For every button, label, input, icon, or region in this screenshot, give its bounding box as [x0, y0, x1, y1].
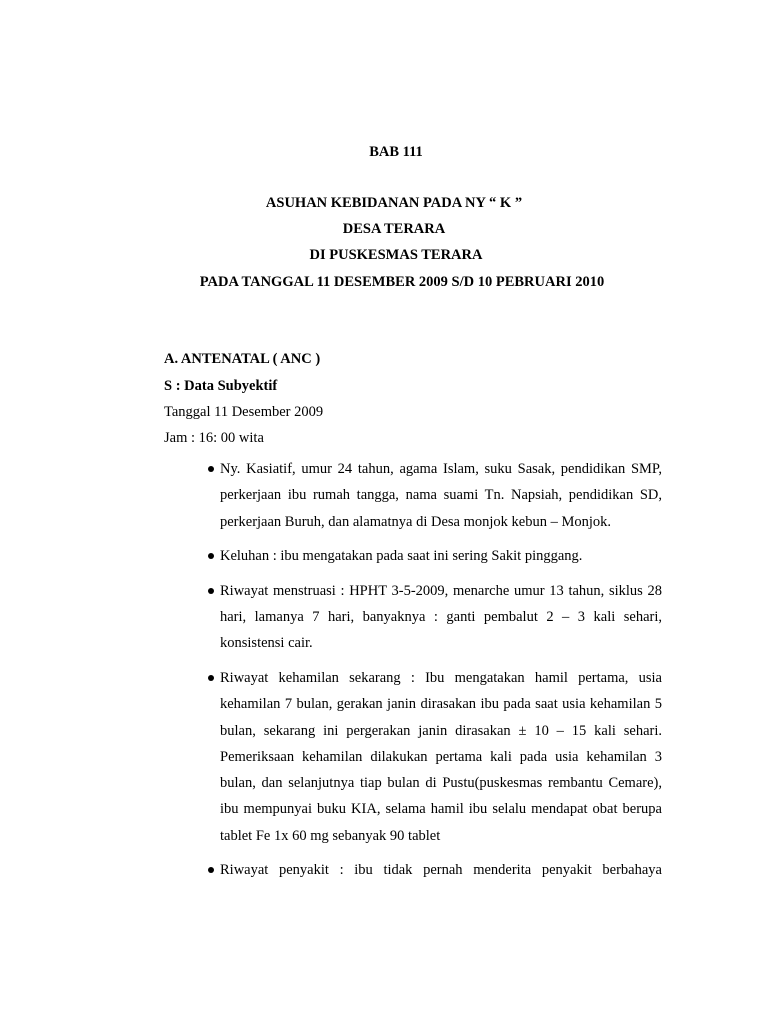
chapter-heading: BAB 111 — [369, 144, 423, 160]
bullet-item-complaint — [196, 543, 662, 569]
time-line: Jam : 16: 00 wita — [164, 430, 264, 446]
bullet-item-pregnancy — [196, 665, 662, 849]
bullet-dot-icon — [208, 588, 214, 594]
bullet-item-menstruation — [196, 578, 662, 657]
bullet-dot-icon — [208, 553, 214, 559]
bullet-text: Riwayat kehamilan sekarang : Ibu mengatakan hamil pertama, usia kehamilan 7 bulan, gerakan janin dirasakan ibu pada saat usia kehamilan 5 bulan, sekarang ini pergerakan janin dirasakan ± 10 – 15 kali sehari. Pemeriksaan kehamilan dilakukan pertama kali pada usia kehamilan 3 bulan, dan selanjutnya tiap bulan di Pustu(puskesmas rembantu Cemare), ibu mempunyai buku KIA, selama hamil ibu selalu mendapat obat berupa tablet Fe 1x 60 mg sebanyak 90 tablet — [220, 669, 662, 844]
section-a-heading: A. ANTENATAL ( ANC ) — [164, 351, 321, 367]
title-line-1: ASUHAN KEBIDANAN PADA NY “ K ” — [265, 195, 523, 211]
bullet-dot-icon — [208, 675, 214, 681]
subsection-s-heading: S : Data Subyektif — [164, 378, 278, 394]
bullet-item-disease-history — [196, 857, 662, 883]
title-line-2: DESA TERARA — [342, 221, 446, 237]
bullet-dot-icon — [208, 867, 214, 873]
date-line: Tanggal 11 Desember 2009 — [164, 404, 324, 420]
bullet-text: Keluhan : ibu mengatakan pada saat ini sering Sakit pinggang. — [220, 548, 583, 565]
bullet-item-identity — [196, 456, 662, 535]
title-line-4: PADA TANGGAL 11 DESEMBER 2009 S/D 10 PEBRUARI 2010 — [199, 274, 605, 290]
bullet-text: Ny. Kasiatif, umur 24 tahun, agama Islam, suku Sasak, pendidikan SMP, perkerjaan ibu rumah tangga, nama suami Tn. Napsiah, pendidikan SD, perkerjaan Buruh, dan alamatnya di Desa monjok kebun – Monjok. — [220, 461, 662, 530]
bullet-text: Riwayat menstruasi : HPHT 3-5-2009, menarche umur 13 tahun, siklus 28 hari, lamanya 7 hari, banyaknya : ganti pembalut 2 – 3 kali sehari, konsistensi cair. — [220, 582, 662, 652]
bullet-text: Riwayat penyakit : ibu tidak pernah menderita penyakit berbahaya — [220, 862, 662, 879]
bullet-dot-icon — [208, 466, 214, 472]
title-line-3: DI PUSKESMAS TERARA — [309, 247, 483, 263]
bullet-list — [196, 456, 662, 892]
